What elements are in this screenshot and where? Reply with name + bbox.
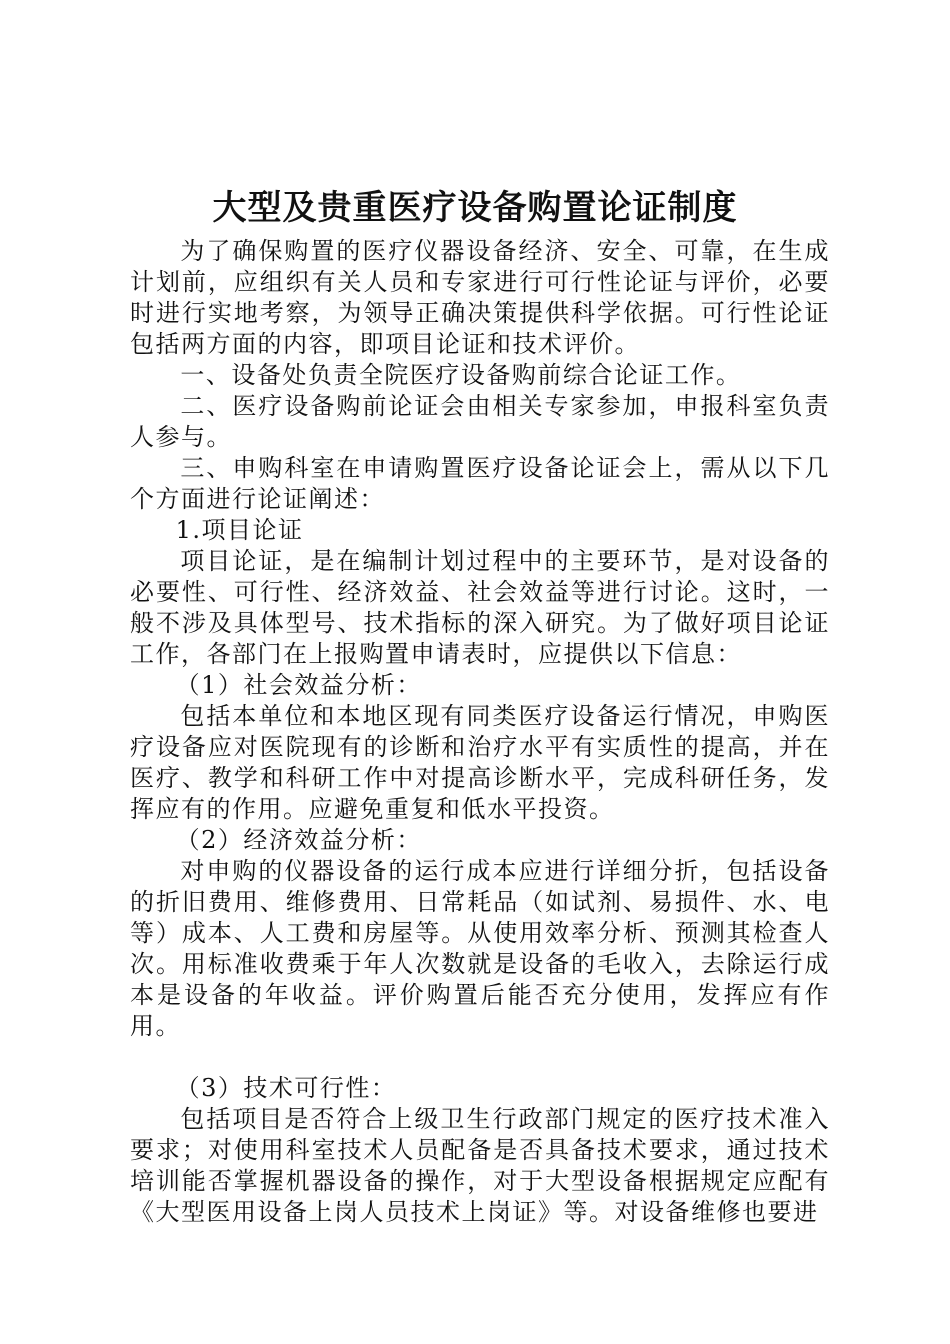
clause-one: 一、设备处负责全院医疗设备购前综合论证工作。 [180,361,742,389]
document-body [130,236,830,1228]
subheading-technical-feasibility: （3）技术可行性： [175,1074,397,1102]
section-heading-project-demonstration: 1.项目论证 [175,516,304,544]
social-benefit-paragraph: 包括本单位和本地区现有同类医疗设备运行情况，申购医疗设备应对医院现有的诊断和治疗水平有实质性的提高，并在医疗、教学和科研工作中对提高诊断水平，完成科研任务，发挥应有的作用。应避免重复和低水平投资。 [130,702,830,823]
project-demonstration-paragraph: 项目论证，是在编制计划过程中的主要环节，是对设备的必要性、可行性、经济效益、社会效益等进行讨论。这时，一般不涉及具体型号、技术指标的深入研究。为了做好项目论证工作，各部门在上报购置申请表时，应提供以下信息： [130,547,830,668]
economic-benefit-paragraph: 对申购的仪器设备的运行成本应进行详细分折，包括设备的折旧费用、维修费用、日常耗品（如试剂、易损件、水、电等）成本、人工费和房屋等。从使用效率分析、预测其检查人次。用标准收费乘于年人次数就是设备的毛收入，去除运行成本是设备的年收益。评价购置后能否充分使用，发挥应有作用。 [130,857,830,1040]
intro-paragraph: 为了确保购置的医疗仪器设备经济、安全、可靠，在生成计划前，应组织有关人员和专家进行可行性论证与评价，必要时进行实地考察，为领导正确决策提供科学依据。可行性论证包括两方面的内容，即项目论证和技术评价。 [130,237,830,358]
subheading-economic-benefit: （2）经济效益分析： [175,826,422,854]
technical-feasibility-paragraph: 包括项目是否符合上级卫生行政部门规定的医疗技术准入要求；对使用科室技术人员配备是否具备技术要求，通过技术培训能否掌握机器设备的操作，对于大型设备根据规定应配有《大型医用设备上岗人员技术上岗证》等。对设备维修也要进 [130,1105,830,1226]
clause-two: 二、医疗设备购前论证会由相关专家参加，申报科室负责人参与。 [130,392,830,451]
document-title: 大型及贵重医疗设备购置论证制度 [212,188,738,228]
clause-three: 三、申购科室在申请购置医疗设备论证会上，需从以下几个方面进行论证阐述： [130,454,830,513]
subheading-social-benefit: （1）社会效益分析： [175,671,422,699]
